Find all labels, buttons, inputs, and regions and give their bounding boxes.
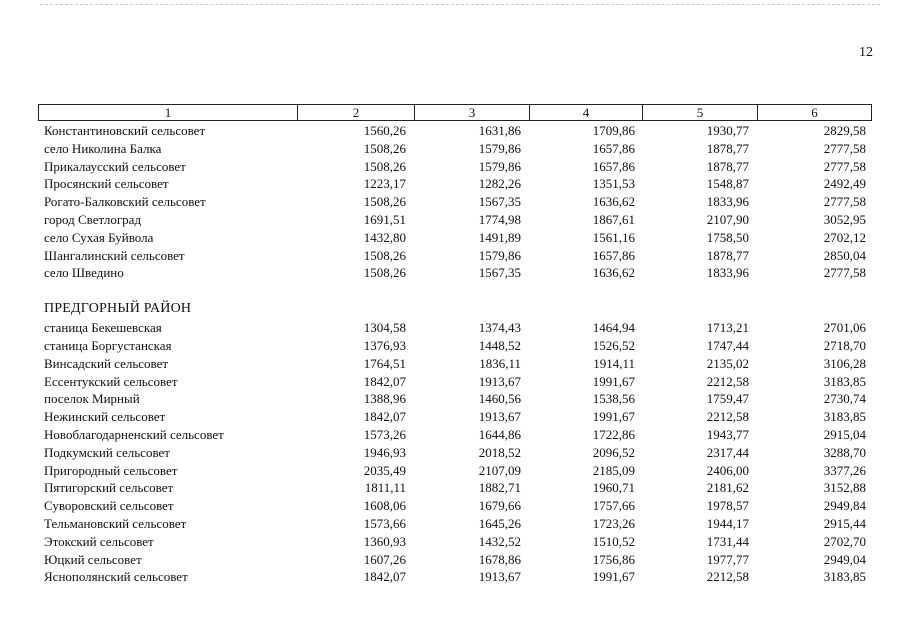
table-row [0,479,905,497]
row-value-col-4: 1351,53 [592,176,635,192]
row-value-col-3: 2018,52 [478,444,521,460]
table-row [0,497,905,515]
header-col-1: 1 [39,105,298,120]
table-row [0,373,905,391]
row-value-col-6: 3183,85 [823,373,866,389]
table-body [0,122,905,586]
row-value-col-3: 1882,71 [478,480,521,496]
row-name: поселок Мирный [44,391,140,407]
row-value-col-2: 1508,26 [363,265,406,281]
row-value-col-6: 2718,70 [823,337,866,353]
row-group-top [0,122,905,282]
section-gap [0,282,905,299]
row-value-col-3: 1567,35 [478,194,521,210]
row-name: Тельмановский сельсовет [44,515,187,531]
row-name: Просянский сельсовет [44,176,169,192]
row-value-col-3: 1645,26 [478,515,521,531]
row-value-col-4: 1538,56 [592,391,635,407]
row-value-col-6: 2701,06 [823,320,866,336]
row-value-col-6: 2850,04 [823,247,866,263]
table-row [0,390,905,408]
row-value-col-3: 1491,89 [478,229,521,245]
header-col-6: 6 [811,105,818,120]
row-value-col-5: 1759,47 [706,391,749,407]
row-name: станица Боргустанская [44,337,172,353]
row-value-col-2: 2035,49 [363,462,406,478]
row-value-col-5: 1758,50 [706,229,749,245]
row-value-col-2: 1608,06 [363,498,406,514]
row-value-col-4: 1526,52 [592,337,635,353]
row-value-col-6: 3183,85 [823,409,866,425]
row-value-col-2: 1304,58 [363,320,406,336]
row-value-col-6: 2777,58 [823,265,866,281]
row-value-col-5: 1548,87 [706,176,749,192]
header-col-2: 2 [298,105,415,120]
row-value-col-6: 2702,12 [823,229,866,245]
row-value-col-3: 1567,35 [478,265,521,281]
row-value-col-4: 1991,67 [592,569,635,585]
row-value-col-5: 1878,77 [706,247,749,263]
row-name: Юцкий сельсовет [44,551,142,567]
row-value-col-6: 3183,85 [823,569,866,585]
row-name: село Шведино [44,265,124,281]
row-value-col-6: 2915,44 [823,515,866,531]
table-row [0,247,905,265]
row-value-col-4: 1757,66 [592,498,635,514]
row-value-col-4: 1867,61 [592,211,635,227]
row-value-col-5: 1833,96 [706,194,749,210]
row-value-col-6: 2777,58 [823,158,866,174]
row-value-col-3: 1631,86 [478,123,521,138]
row-value-col-2: 1388,96 [363,391,406,407]
table-row [0,229,905,247]
row-group-bottom [0,319,905,586]
row-value-col-4: 1464,94 [592,320,635,336]
row-value-col-2: 1223,17 [363,176,406,192]
row-value-col-5: 1943,77 [706,426,749,442]
row-name: город Светлоград [44,211,142,227]
row-value-col-3: 1579,86 [478,247,521,263]
row-value-col-3: 1836,11 [479,355,521,371]
row-value-col-4: 2096,52 [592,444,635,460]
row-value-col-4: 1756,86 [592,551,635,567]
table-row [0,158,905,176]
row-value-col-6: 2702,70 [823,533,866,549]
table-row [0,408,905,426]
row-name: Шангалинский сельсовет [44,247,185,263]
row-name: Рогато-Балковский сельсовет [44,194,206,210]
row-value-col-4: 1722,86 [592,426,635,442]
table-row [0,337,905,355]
page-number: 12 [859,45,873,60]
row-value-col-5: 2406,00 [706,462,749,478]
row-value-col-3: 1432,52 [478,533,521,549]
row-value-col-3: 2107,09 [478,462,521,478]
row-value-col-4: 1709,86 [592,123,635,138]
table-row [0,568,905,586]
row-value-col-6: 3377,26 [823,462,866,478]
row-value-col-5: 2212,58 [706,569,749,585]
row-value-col-2: 1764,51 [363,355,406,371]
row-value-col-6: 2829,58 [823,123,866,138]
row-value-col-6: 2915,04 [823,426,866,442]
section-title: ПРЕДГОРНЫЙ РАЙОН [44,301,192,317]
row-name: Винсадский сельсовет [44,355,169,371]
table-row [0,319,905,337]
row-value-col-2: 1573,66 [363,515,406,531]
row-name: Нежинский сельсовет [44,409,166,425]
header-col-3: 3 [415,105,530,120]
row-value-col-3: 1579,86 [478,140,521,156]
table-row [0,462,905,480]
row-name: Новоблагодарненский сельсовет [44,426,224,442]
row-value-col-5: 1731,44 [706,533,749,549]
scan-artifact-line [40,4,880,5]
row-value-col-5: 1978,57 [706,498,749,514]
row-name: село Николина Балка [44,140,162,156]
row-value-col-5: 1930,77 [706,123,749,138]
row-name: Прикалаусский сельсовет [44,158,186,174]
header-col-5: 5 [643,105,758,120]
row-value-col-6: 3052,95 [823,211,866,227]
table-row [0,211,905,229]
row-name: Подкумский сельсовет [44,444,170,460]
header-col-4: 4 [530,105,643,120]
row-value-col-5: 2212,58 [706,409,749,425]
table-row [0,426,905,444]
row-value-col-5: 1747,44 [706,337,749,353]
row-value-col-2: 1842,07 [363,569,406,585]
row-value-col-3: 1374,43 [478,320,521,336]
row-value-col-6: 2777,58 [823,194,866,210]
row-value-col-4: 1510,52 [592,533,635,549]
row-value-col-6: 3152,88 [823,480,866,496]
row-value-col-2: 1811,11 [364,480,406,496]
row-value-col-4: 1636,62 [592,265,635,281]
row-value-col-4: 1991,67 [592,409,635,425]
table-header-row [38,104,872,121]
row-value-col-2: 1508,26 [363,158,406,174]
table-row [0,193,905,211]
row-value-col-2: 1508,26 [363,247,406,263]
table-row [0,264,905,282]
row-value-col-6: 2777,58 [823,140,866,156]
table-row [0,551,905,569]
row-value-col-6: 2492,49 [823,176,866,192]
row-value-col-3: 1644,86 [478,426,521,442]
row-value-col-3: 1448,52 [478,337,521,353]
row-value-col-3: 1678,86 [478,551,521,567]
row-value-col-6: 2949,04 [823,551,866,567]
row-value-col-3: 1282,26 [478,176,521,192]
table-row [0,175,905,193]
table-row [0,533,905,551]
row-value-col-2: 1560,26 [363,123,406,138]
row-value-col-4: 1914,11 [593,355,635,371]
row-name: станица Бекешевская [44,320,162,336]
row-value-col-4: 1657,86 [592,247,635,263]
row-value-col-3: 1913,67 [478,569,521,585]
row-value-col-5: 1878,77 [706,140,749,156]
row-value-col-3: 1913,67 [478,373,521,389]
row-value-col-4: 1636,62 [592,194,635,210]
row-value-col-5: 2181,62 [706,480,749,496]
row-value-col-6: 2730,74 [823,391,866,407]
row-value-col-5: 1713,21 [706,320,749,336]
row-value-col-2: 1842,07 [363,409,406,425]
row-value-col-5: 1944,17 [706,515,749,531]
row-value-col-3: 1913,67 [478,409,521,425]
row-value-col-2: 1360,93 [363,533,406,549]
row-value-col-4: 1723,26 [592,515,635,531]
row-value-col-2: 1432,80 [363,229,406,245]
row-value-col-2: 1691,51 [363,211,406,227]
row-value-col-4: 2185,09 [592,462,635,478]
row-value-col-2: 1376,93 [363,337,406,353]
row-value-col-6: 3288,70 [823,444,866,460]
row-value-col-3: 1460,56 [478,391,521,407]
row-value-col-3: 1579,86 [478,158,521,174]
row-name: Пригородный сельсовет [44,462,178,478]
row-value-col-4: 1991,67 [592,373,635,389]
row-value-col-2: 1508,26 [363,140,406,156]
table-row [0,355,905,373]
row-value-col-5: 1977,77 [706,551,749,567]
row-value-col-2: 1842,07 [363,373,406,389]
table-row [0,444,905,462]
row-value-col-5: 2212,58 [706,373,749,389]
table-row [0,122,905,140]
row-value-col-2: 1946,93 [363,444,406,460]
row-name: Пятигорский сельсовет [44,480,174,496]
row-value-col-6: 2949,84 [823,498,866,514]
row-name: Ессентукский сельсовет [44,373,178,389]
row-value-col-5: 1833,96 [706,265,749,281]
row-name: Этокский сельсовет [44,533,154,549]
row-value-col-2: 1508,26 [363,194,406,210]
row-value-col-3: 1774,98 [478,211,521,227]
row-value-col-5: 2135,02 [706,355,749,371]
row-value-col-2: 1573,26 [363,426,406,442]
row-value-col-6: 3106,28 [823,355,866,371]
row-value-col-4: 1960,71 [592,480,635,496]
row-value-col-4: 1561,16 [592,229,635,245]
table-row [0,140,905,158]
row-value-col-3: 1679,66 [478,498,521,514]
row-value-col-5: 2107,90 [706,211,749,227]
row-name: Яснополянский сельсовет [44,569,188,585]
row-name: село Сухая Буйвола [44,229,154,245]
row-name: Суворовский сельсовет [44,498,174,514]
row-value-col-5: 2317,44 [706,444,749,460]
row-value-col-4: 1657,86 [592,158,635,174]
row-value-col-4: 1657,86 [592,140,635,156]
table-row [0,515,905,533]
row-value-col-5: 1878,77 [706,158,749,174]
row-name: Константиновский сельсовет [44,123,206,138]
row-value-col-2: 1607,26 [363,551,406,567]
